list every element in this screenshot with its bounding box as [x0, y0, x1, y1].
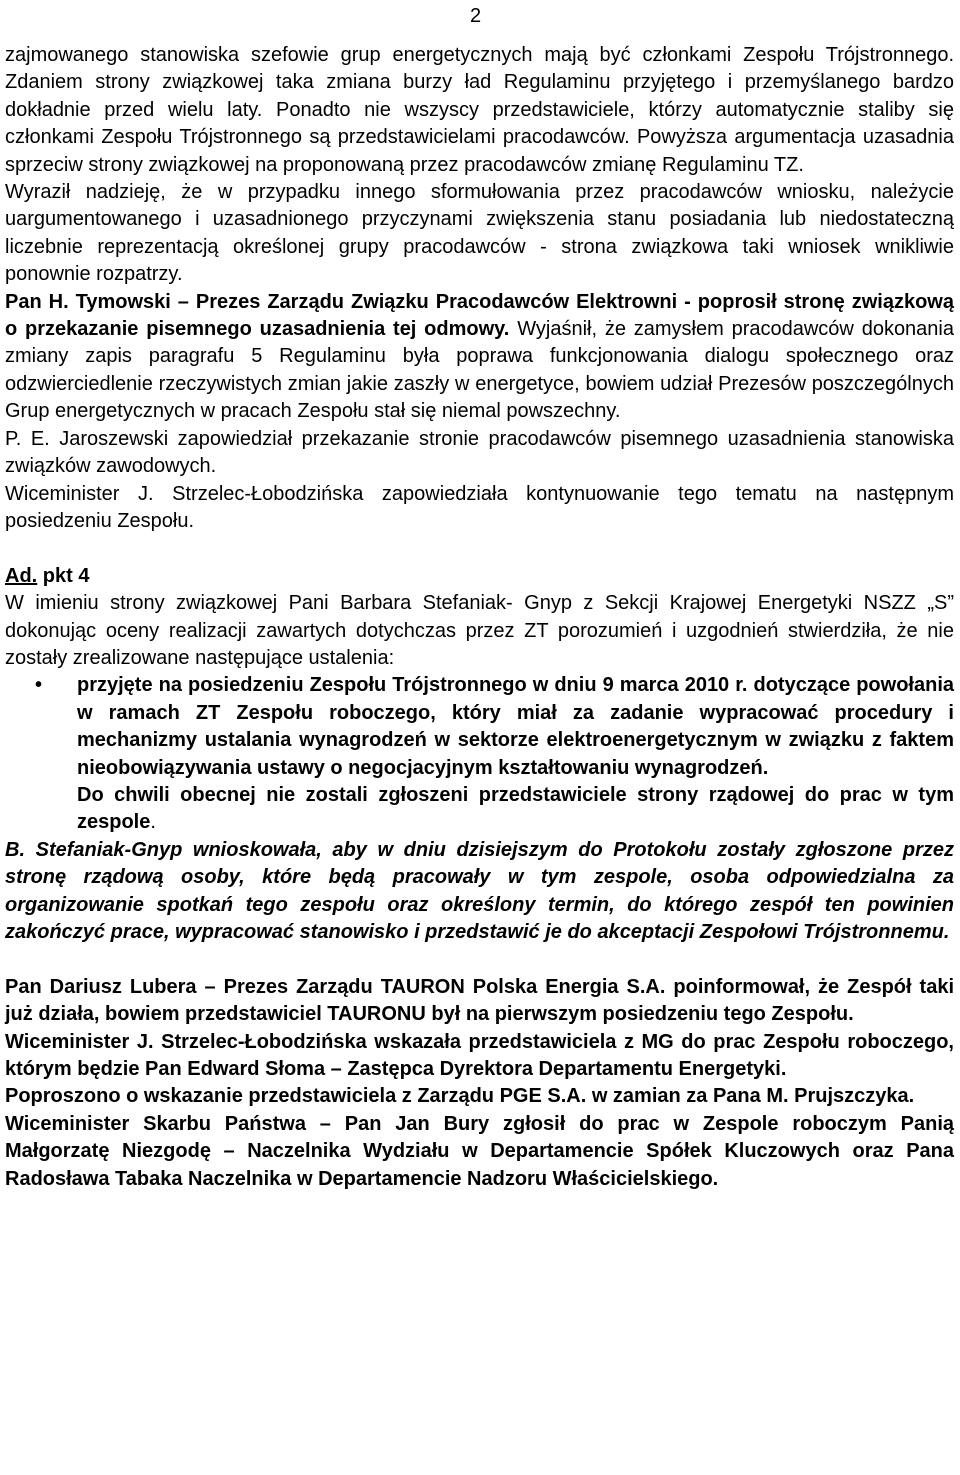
paragraph-hope-statement: Wyraził nadzieję, że w przypadku innego sformułowania przez pracodawców wniosku, należycie uargumentowanego i uzasadnionego przyczynami zwiększenia stanu posiadania lub niedostateczną liczebnie reprezentacją określonej grupy pracodawców - strona związkowa taki wniosek wnikliwie ponownie rozpatrzy.	[5, 181, 954, 286]
section-intro: W imieniu strony związkowej Pani Barbara Stefaniak- Gnyp z Sekcji Krajowej Energetyki NSZZ „S” dokonując oceny realizacji zawartych dotychczas przez ZT porozumień i uzgodnień stwierdziła, że nie zostały zrealizowane następujące ustalenia:	[5, 592, 954, 669]
tymowski-explanation: Wyjaśnił, że zamysłem pracodawców dokonania zmiany zapis paragrafu 5 Regulaminu była poprawa funkcjonowania dialogu społecznego oraz odzwierciedlenie rzeczywistych zmian jakie zaszły w energetyce, bowiem udział Prezesów poszczególnych Grup energetycznych w pracach Zespołu stał się niemal powszechny.	[5, 318, 954, 423]
section-heading-label: pkt 4	[37, 564, 90, 587]
bullet-continuation-end: .	[150, 811, 156, 834]
paragraph-treasury-representatives: Wiceminister Skarbu Państwa – Pan Jan Bury zgłosił do prac w Zespole roboczym Panią Małgorzatę Niezgodę – Naczelnika Wydziału w Departamencie Spółek Kluczowych oraz Pana Radosława Tabaka Naczelnika w Departamencie Nadzoru Właścicielskiego.	[5, 1112, 954, 1190]
paragraph-lubera: Pan Dariusz Lubera – Prezes Zarządu TAURON Polska Energia S.A. poinformował, że Zespół taki już działa, bowiem przedstawiciel TAURONU był na pierwszym posiedzeniu tego Zespołu.	[5, 975, 954, 1026]
page-number: 2	[470, 5, 482, 27]
paragraph-group-representation: zajmowanego stanowiska szefowie grup energetycznych mają być członkami Zespołu Trójstronnego. Zdaniem strony związkowej taka zmiana burzy ład Regulaminu przyjętego i przemyślanego bardzo dokładnie przed wielu laty. Ponadto nie wszyscy przedstawiciele, którzy automatycznie staliby się członkami Zespołu Trójstronnego są przedstawicielami pracodawców. Powyższa argumentacja uzasadnia sprzeciw strony związkowej na proponowaną przez pracodawców zmianę Regulaminu TZ.	[5, 44, 954, 176]
unrealized-agreements-list	[5, 672, 954, 782]
paragraph-tymowski-request	[5, 289, 954, 426]
bullet-continuation	[5, 782, 954, 837]
bullet-icon: •	[35, 674, 43, 697]
spacer	[5, 946, 954, 973]
section-heading	[5, 563, 954, 590]
stefaniak-motion: B. Stefaniak-Gnyp wnioskowała, aby w dniu dzisiejszym do Protokołu zostały zgłoszone przez stronę rządową osoby, które będą pracowały w tym zespole, osoba odpowiedzialna za organizowanie spotkań tego zespołu oraz określony termin, do którego zespół ten powinien zakończyć prace, wypracować stanowisko i przedstawić je do akceptacji Zespołowi Trójstronnemu.	[5, 838, 954, 943]
list-item	[5, 672, 954, 782]
paragraph-pge-request: Poproszono o wskazanie przedstawiciela z Zarządu PGE S.A. w zamian za Pana M. Prujszczyka.	[5, 1085, 915, 1108]
paragraph-jaroszewski: P. E. Jaroszewski zapowiedział przekazanie stronie pracodawców pisemnego uzasadnienia stanowiska związków zawodowych.	[5, 427, 954, 478]
section-heading-prefix: Ad.	[5, 564, 38, 587]
document-body	[5, 42, 954, 1193]
list-item-text: przyjęte na posiedzeniu Zespołu Trójstronnego w dniu 9 marca 2010 r. dotyczące powołania w ramach ZT Zespołu roboczego, który miał za zadanie wypracować procedury i mechanizmy ustalania wynagrodzeń w sektorze elektroenergetycznym w związku z faktem nieobowiązywania ustawy o negocjacyjnym kształtowaniu wynagrodzeń.	[77, 674, 954, 779]
paragraph-deputy-minister: Wiceminister J. Strzelec-Łobodzińska zapowiedziała kontynuowanie tego tematu na następnym posiedzeniu Zespołu.	[5, 482, 954, 532]
paragraph-mg-representative: Wiceminister J. Strzelec-Łobodzińska wskazała przedstawiciela z MG do prac Zespołu roboczego, którym będzie Pan Edward Słoma – Zastępca Dyrektora Departamentu Energetyki.	[5, 1030, 954, 1080]
bullet-continuation-text: Do chwili obecnej nie zostali zgłoszeni przedstawiciele strony rządowej do prac w tym zespole	[77, 783, 954, 834]
spacer	[5, 535, 954, 562]
tymowski-request-bold: Pan H. Tymowski – Prezes Zarządu Związku Pracodawców Elektrowni - poprosił stronę związkową o przekazanie pisemnego uzasadnienia tej odmowy.	[5, 290, 954, 341]
